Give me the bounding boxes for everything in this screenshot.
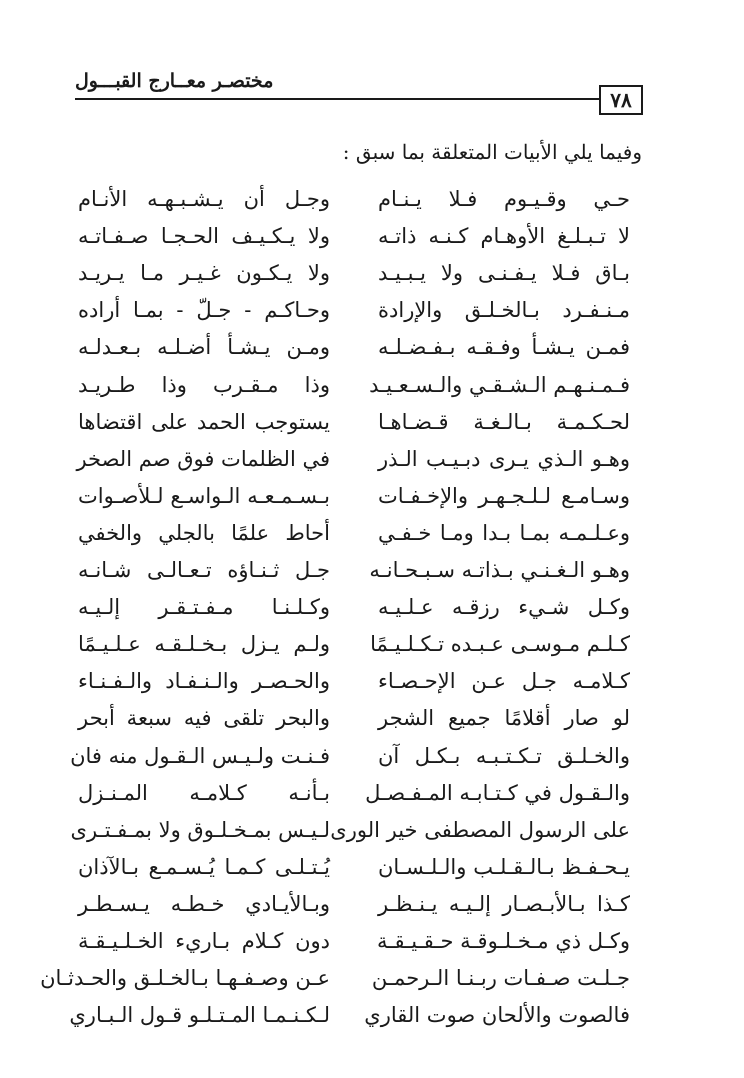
- verse-line: [40, 959, 630, 997]
- verse-line: [78, 885, 630, 923]
- header-rule: [75, 98, 643, 100]
- verse-first-hemistich: فمـن يـشـأ وفـقـه بـفـضـلـه: [378, 335, 630, 360]
- verse-first-hemistich: لا تـبـلـغ الأوهـام كـنـه ذاتـه: [378, 224, 630, 249]
- verse-second-hemistich: بـأنـه كـلامـه المـنـزل: [78, 780, 330, 805]
- verse-line: [70, 811, 630, 849]
- verse-line: [78, 625, 630, 663]
- verse-first-hemistich: كـلـم مـوسـى عـبـده تـكـلـيـمًا: [370, 632, 630, 657]
- book-title: مختصـر معــارج القبـــول: [75, 70, 274, 92]
- verse-line: [78, 514, 630, 552]
- verse-first-hemistich: والخـلـق تـكـتـبـه بـكـل آن: [378, 743, 630, 768]
- verse-second-hemistich: عـن وصـفـهـا بـالخـلـق والحـدثـان: [40, 966, 330, 991]
- verse-second-hemistich: وجـل أن يـشـبـهـه الأنـام: [78, 187, 330, 211]
- verse-line: [78, 366, 630, 404]
- verse-second-hemistich: وحـاكـم - جـلّ - بمـا أراده: [78, 298, 330, 323]
- verse-first-hemistich: وهـو الـذي يـرى دبـيـب الـذر: [378, 446, 630, 471]
- verse-second-hemistich: وبـالأيـادي خـطـه يـسـطـر: [78, 891, 330, 916]
- verse-first-hemistich: على الرسول المصطفى خير الورى: [330, 817, 630, 842]
- verse-first-hemistich: وهـو الـغـنـي بـذاتـه سـبـحـانـه: [369, 558, 630, 582]
- verse-first-hemistich: لو صار أقلامًا جميع الشجر: [378, 706, 630, 731]
- verse-second-hemistich: وكـلـنـا مـفـتـقـر إلـيـه: [78, 595, 330, 620]
- verse-line: [78, 922, 630, 960]
- verse-line: [78, 403, 630, 441]
- verse-first-hemistich: فـمـنـهـم الـشـقـي والـسـعـيـد: [369, 372, 630, 397]
- verse-second-hemistich: دون كـلام بـاريء الخـلـيـقـة: [78, 929, 330, 953]
- verse-second-hemistich: أحاط علمًا بالجلي والخفي: [78, 520, 330, 545]
- verse-line: [78, 291, 630, 329]
- verse-line: [78, 254, 630, 292]
- verse-first-hemistich: مـنـفـرد بـالخـلـق والإرادة: [378, 298, 630, 323]
- verse-line: [78, 440, 630, 478]
- verse-second-hemistich: بـسـمـعـه الـواسـع لـلأصـوات: [78, 483, 330, 508]
- verse-first-hemistich: بـاق فـلا يـفـنـى ولا يـبـيـد: [378, 261, 630, 286]
- verse-line: [78, 774, 630, 812]
- verse-first-hemistich: وسـامـع لـلـجـهـر والإخـفـات: [378, 483, 630, 508]
- verse-second-hemistich: لـيـس بمـخـلـوق ولا بمـفـتـرى: [70, 817, 330, 842]
- verse-second-hemistich: يُـتـلـى كـمـا يُـسـمـع بـالآذان: [78, 854, 330, 879]
- verse-first-hemistich: والـقـول في كـتـابـه المـفـصـل: [365, 780, 630, 805]
- page-header: [75, 62, 643, 122]
- verse-second-hemistich: ومـن يـشـأ أضـلـه بـعـدلـه: [78, 335, 330, 360]
- intro-text: وفيما يلي الأبيات المتعلقة بما سبق :: [342, 140, 642, 164]
- verse-line: [78, 477, 630, 515]
- verse-line: [78, 588, 630, 626]
- verse-first-hemistich: يـحـفـظ بـالـقـلـب والـلـسـان: [378, 854, 630, 879]
- verse-first-hemistich: كـذا بـالأبـصـار إلـيـه يـنـظـر: [378, 891, 630, 916]
- verse-second-hemistich: لـكـنـمـا المـتـلـو قـول الـبـاري: [69, 1003, 330, 1028]
- verse-second-hemistich: يستوجب الحمد على اقتضاها: [78, 409, 330, 434]
- verse-second-hemistich: جـل ثـنـاؤه تـعـالـى شـانـه: [78, 558, 330, 582]
- verse-first-hemistich: فالصوت والألحان صوت القاري: [364, 1003, 630, 1028]
- verse-line: [78, 662, 630, 700]
- verse-first-hemistich: لحـكـمـة بـالـغـة قـضـاهـا: [378, 409, 630, 434]
- verse-line: [70, 737, 630, 775]
- verse-line: [78, 217, 630, 255]
- verse-second-hemistich: والبحر تلقى فيه سبعة أبحر: [78, 706, 330, 731]
- verse-second-hemistich: وذا مـقـرب وذا طـريـد: [78, 372, 330, 397]
- verse-first-hemistich: جـلـت صـفـات ربـنـا الـرحمـن: [371, 966, 630, 991]
- verse-second-hemistich: ولا يـكـيـف الحـجـا صـفـاتـه: [78, 224, 330, 249]
- page-number: ٧٨: [599, 85, 643, 115]
- verse-second-hemistich: في الظلمات فوق صم الصخر: [76, 446, 330, 471]
- verse-line: [78, 180, 630, 218]
- verse-line: [78, 699, 630, 737]
- poem-body: [40, 180, 630, 1030]
- verse-first-hemistich: وكـل ذي مـخـلـوقـة حـقـيـقـة: [377, 929, 630, 953]
- verse-line: [78, 328, 630, 366]
- verse-first-hemistich: وكـل شـيء رزقـه عـلـيـه: [378, 595, 630, 620]
- verse-second-hemistich: فـنـت ولـيـس الـقـول منه فان: [70, 743, 330, 768]
- verse-first-hemistich: وعـلـمـه بمـا بـدا ومـا خـفـي: [378, 520, 630, 545]
- verse-line: [69, 996, 630, 1034]
- verse-first-hemistich: حـي وقـيـوم فـلا يـنـام: [378, 187, 630, 211]
- verse-second-hemistich: ولـم يـزل بـخـلـقـه عـلـيـمًا: [78, 632, 330, 657]
- verse-line: [78, 551, 630, 589]
- verse-line: [78, 848, 630, 886]
- verse-second-hemistich: والحـصـر والـنـفـاد والـفـنـاء: [78, 669, 330, 694]
- verse-first-hemistich: كـلامـه جـل عـن الإحـصـاء: [378, 669, 630, 694]
- verse-second-hemistich: ولا يـكـون غـيـر مـا يـريـد: [78, 261, 330, 286]
